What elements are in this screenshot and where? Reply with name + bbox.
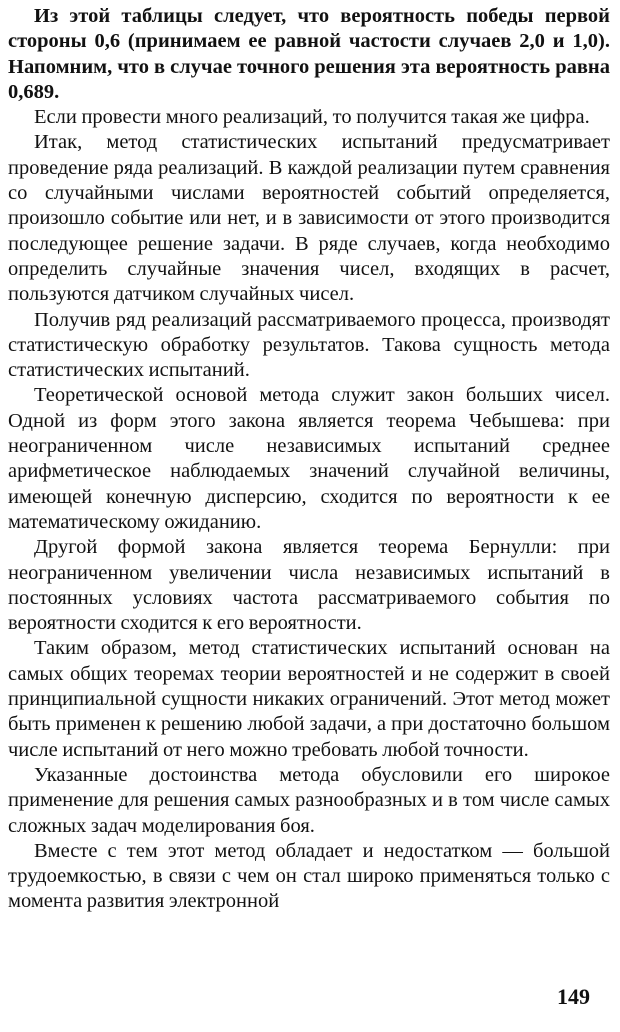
page-number: 149 <box>557 984 590 1009</box>
paragraph-4: Получив ряд реализаций рассматриваемого процесса, производят статистическую обработку результатов. Такова сущность метода статистических испытаний. <box>8 308 610 382</box>
paragraph-1: Из этой таблицы следует, что вероятность победы первой стороны 0,6 (принимаем ее равной частости случаев 2,0 и 1,0). Напомним, что в случае точного решения эта вероятность равна 0,689. <box>8 5 610 103</box>
paragraph-9: Вместе с тем этот метод обладает и недостатком — большой трудоемкостью, в связи с чем он стал широко применяться только с момента развития электронной <box>8 839 610 913</box>
paragraph-2: Если провести много реализаций, то получится такая же цифра. <box>34 106 590 129</box>
paragraph-8: Указанные достоинства метода обусловили его широкое применение для решения самых разнообразных и в том числе самых сложных задач моделирования боя. <box>8 763 610 837</box>
paragraph-6: Другой формой закона является теорема Бернулли: при неограниченном увеличении числа независимых испытаний в постоянных условиях частота рассматриваемого события по вероятности сходится к его вероятности. <box>8 536 610 635</box>
paragraph-3: Итак, метод статистических испытаний предусматривает проведение ряда реализаций. В каждой реализации путем сравнения со случайными числами вероятностей событий определяется, произошло событие или нет, и в зависимости от этого производится последующее решение задачи. В ряде случаев, когда необходимо определить случайные значения чисел, входящих в расчет, пользуются датчиком случайных чисел. <box>8 131 610 306</box>
text-column <box>8 4 610 915</box>
paragraph-7: Таким образом, метод статистических испытаний основан на самых общих теоремах теории вероятностей и не содержит в своей принципиальной сущности никаких ограничений. Этот метод может быть применен к решению любой задачи, а при достаточно большом числе испытаний от него можно требовать любой точности. <box>8 637 610 761</box>
paragraph-5: Теоретической основой метода служит закон больших чисел. Одной из форм этого закона является теорема Чебышева: при неограниченном числе независимых испытаний среднее арифметическое наблюдаемых значений случайной величины, имеющей конечную дисперсию, сходится по вероятности к ее математическому ожиданию. <box>8 384 610 533</box>
